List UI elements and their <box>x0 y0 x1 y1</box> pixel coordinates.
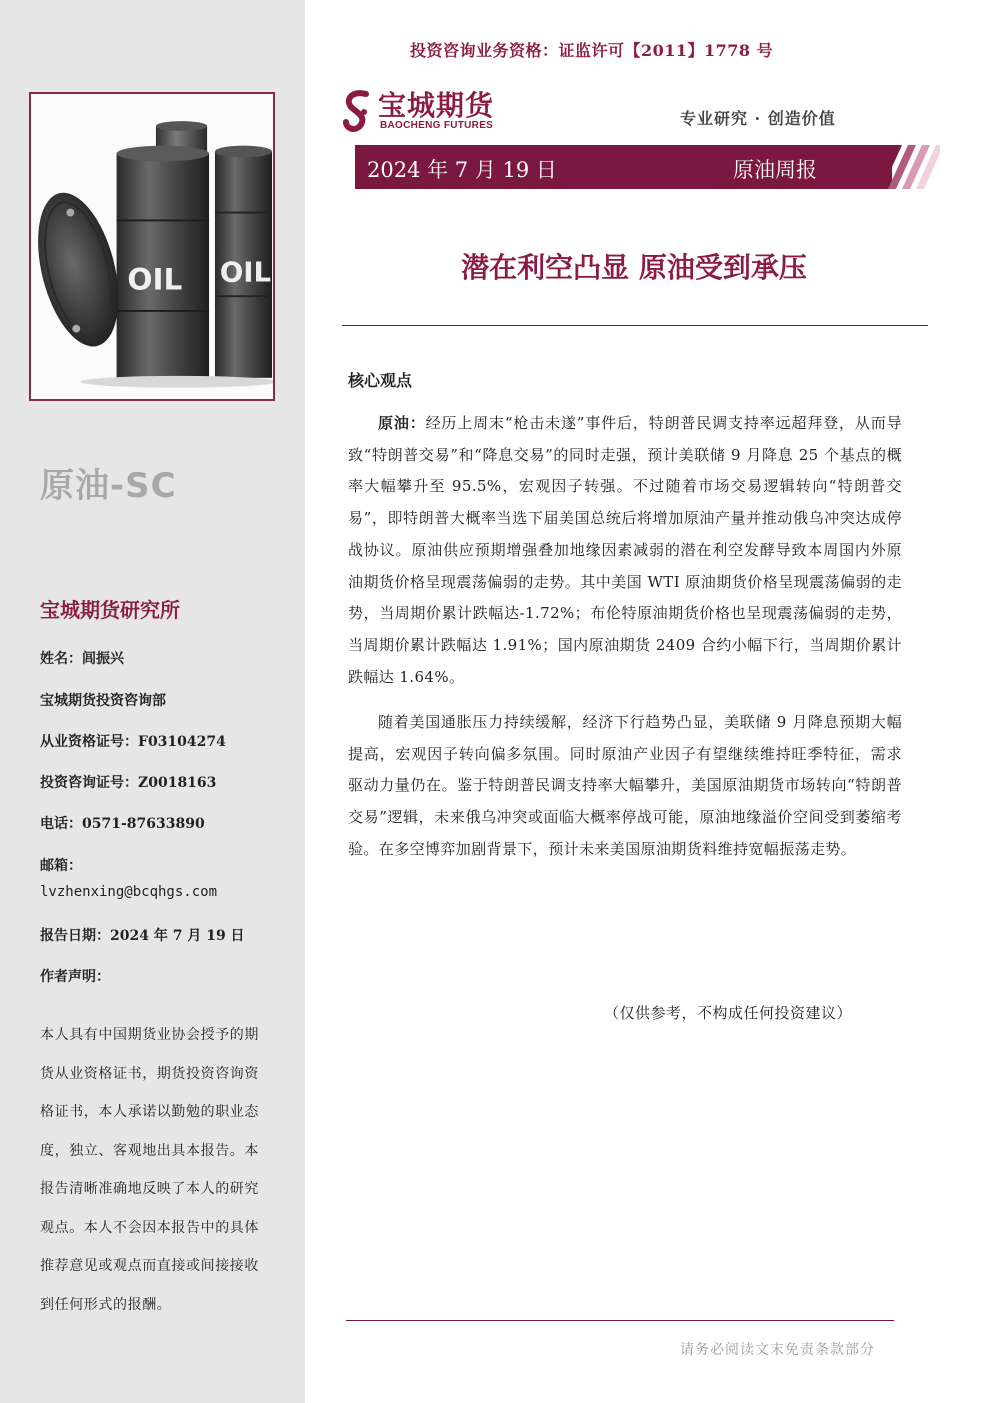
para1-text: 经历上周末“枪击未遂”事件后，特朗普民调支持率远超拜登，从而导致“特朗普交易”和“降息交易”的同时走强，预计美联储 9 月降息 25 个基点的概率大幅攀升至 95.5%，宏观因子转强。不过随着市场交易逻辑转向“特朗普交易”，即特朗普大概率当选下届美国总统后将增加原油产量并推动俄乌冲突达成停战协议。原油供应预期增强叠加地缘因素减弱的潜在利空发酵导致本周国内外原油期货价格呈现震荡偏弱的走势。其中美国 WTI 原油期货价格呈现震荡偏弱的走势，当周期价累计跌幅达-1.72%；布伦特原油期货价格也呈现震荡偏弱的走势，当周期价累计跌幅达 1.91%；国内原油期货 2409 合约小幅下行，当周期价累计跌幅达 1.64%。 <box>348 414 902 686</box>
email-label: 邮箱： <box>40 858 82 874</box>
banner-date: 2024 年 7 月 19 日 <box>367 158 557 182</box>
institute-name: 宝城期货研究所 <box>40 598 180 622</box>
logo-text-en: BAOCHENG FUTURES <box>380 120 494 131</box>
logo-text-cn: 宝城期货 <box>378 89 495 122</box>
statement-label: 作者声明： <box>40 969 110 985</box>
sidebar <box>0 0 305 1403</box>
report-title: 潜在利空凸显 原油受到承压 <box>461 251 807 284</box>
core-view-heading: 核心观点 <box>348 371 413 390</box>
banner-stripes-decoration <box>872 145 940 189</box>
title-divider <box>342 325 928 326</box>
product-name: 原油-SC <box>40 466 177 506</box>
report-banner <box>355 145 892 189</box>
phone: 电话：0571-87633890 <box>40 816 205 832</box>
company-logo <box>340 86 510 136</box>
qualification-cert: 从业资格证号：F03104274 <box>40 734 226 750</box>
svg-text:OIL: OIL <box>127 262 183 297</box>
logo-mark-icon <box>340 88 374 134</box>
slogan: 专业研究 · 创造价值 <box>680 109 836 128</box>
oil-barrels-image <box>29 92 275 401</box>
svg-text:OIL: OIL <box>219 256 272 289</box>
department: 宝城期货投资咨询部 <box>40 693 166 709</box>
para1-lead: 原油： <box>378 414 426 432</box>
footer-divider <box>346 1320 894 1321</box>
email-link[interactable]: lvzhenxing@bcqhgs.com <box>40 884 218 900</box>
consult-cert: 投资咨询证号：Z0018163 <box>40 775 217 791</box>
qualification-notice: 投资咨询业务资格：证监许可【2011】1778 号 <box>410 41 774 60</box>
disclaimer: （仅供参考，不构成任何投资建议） <box>604 1004 853 1022</box>
author-statement: 本人具有中国期货业协会授予的期货从业资格证书，期货投资咨询资格证书，本人承诺以勤勉的职业态度，独立、客观地出具本报告。本报告清晰准确地反映了本人的研究观点。本人不会因本报告中的具体推荐意见或观点而直接或间接接收到任何形式的报酬。 <box>40 1027 259 1313</box>
footer-note: 请务必阅读文末免责条款部分 <box>680 1342 875 1358</box>
banner-report-type: 原油周报 <box>733 158 817 182</box>
body-paragraph-1 <box>348 408 902 693</box>
author-name: 姓名：闾振兴 <box>40 651 124 667</box>
body-paragraph-2: 随着美国通胀压力持续缓解，经济下行趋势凸显，美联储 9 月降息预期大幅提高，宏观因子转向偏多氛围。同时原油产业因子有望继续维持旺季特征，需求驱动力量仍在。鉴于特朗普民调支持率大幅攀升，美国原油期货市场转向“特朗普交易”逻辑，未来俄乌冲突或面临大概率停战可能，原油地缘溢价空间受到萎缩考验。在多空博弈加剧背景下，预计未来美国原油期货料维持宽幅振荡走势。 <box>348 713 902 858</box>
report-date: 报告日期：2024 年 7 月 19 日 <box>40 928 245 944</box>
